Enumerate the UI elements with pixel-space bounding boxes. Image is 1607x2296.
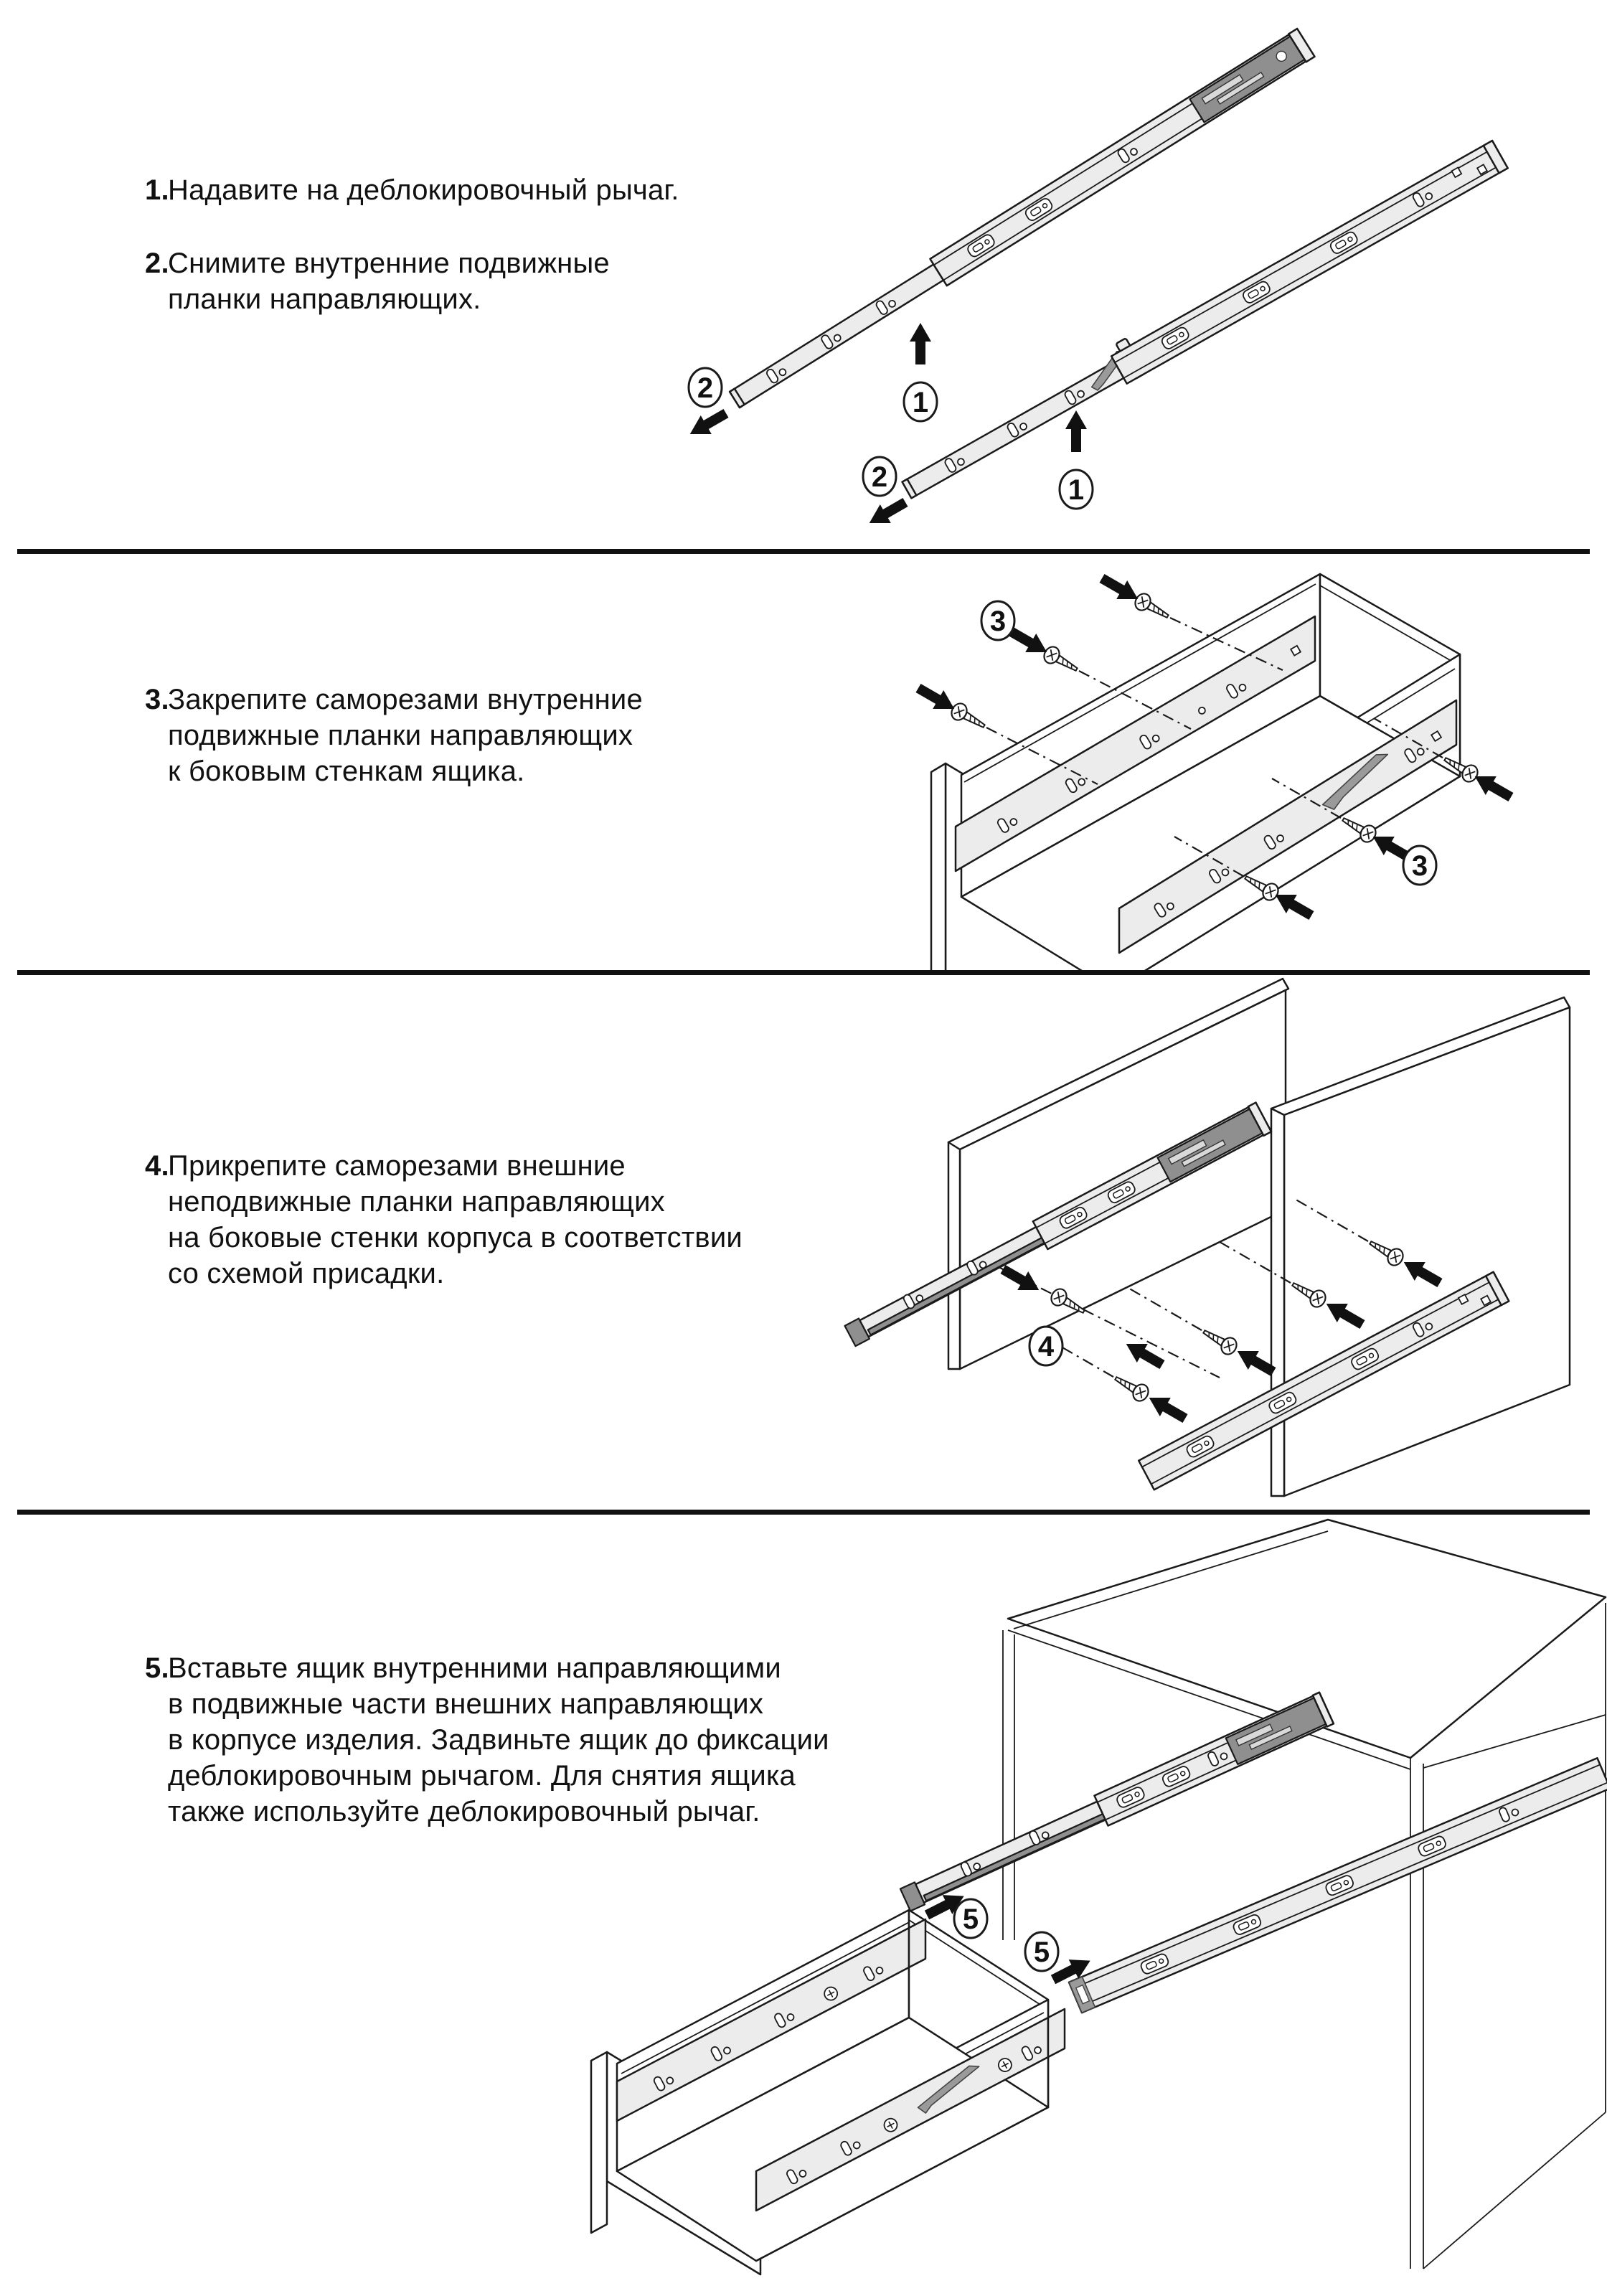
step-1-number: 1. (145, 174, 169, 206)
svg-text:1: 1 (912, 387, 929, 418)
mounted-slide-icon (898, 1693, 1334, 1916)
screw-direction-arrow-icon (1144, 1388, 1190, 1428)
step-callout (1029, 1327, 1062, 1365)
step-callout (1025, 1932, 1058, 1971)
step-callout (1060, 470, 1093, 509)
step-4-line: Прикрепите саморезами внешние (168, 1150, 626, 1182)
figure-fix-inner-rails (0, 551, 1607, 970)
step-callout (863, 457, 896, 496)
step-5-line: Вставьте ящик внутренними направляющими (168, 1652, 781, 1684)
svg-text:4: 4 (1037, 1331, 1055, 1363)
screw-icon (1041, 644, 1080, 677)
screw-icon (1200, 1325, 1239, 1358)
press-lever-arrow-icon (910, 323, 931, 364)
step-5-line: в корпусе изделия. Задвиньте ящик до фиксации (168, 1724, 829, 1756)
step-4-line: неподвижные планки направляющих (168, 1186, 665, 1218)
figure-insert-drawer (0, 1510, 1607, 2296)
remove-rail-arrow-icon (684, 404, 731, 443)
step-callout (981, 601, 1014, 640)
screw-axis-line (1127, 1287, 1202, 1330)
step-callout (904, 382, 937, 421)
step-5-line: также используйте деблокировочный рычаг. (168, 1796, 760, 1827)
step-4-line: на боковые стенки корпуса в соответствии (168, 1222, 743, 1253)
step-5-line: в подвижные части внешних направляющих (168, 1688, 764, 1720)
remove-rail-arrow-icon (864, 493, 910, 532)
step-5-number: 5. (145, 1652, 169, 1684)
svg-text:2: 2 (697, 372, 714, 404)
drawer-box-icon (591, 1910, 1065, 2274)
step-2-line: планки направляющих. (168, 283, 481, 315)
step-3-line: подвижные планки направляющих (168, 720, 633, 751)
step-4-number: 4. (145, 1150, 169, 1182)
svg-text:3: 3 (989, 606, 1007, 637)
step-5-line: деблокировочным рычагом. Для снятия ящика (168, 1760, 796, 1792)
step-callout (689, 368, 722, 407)
screw-direction-arrow-icon (1121, 1335, 1167, 1374)
drawer-slide-icon (895, 133, 1507, 504)
step-callout (954, 1899, 987, 1938)
step-1-line: Надавите на деблокировочный рычаг. (168, 174, 679, 206)
screw-icon (1111, 1371, 1151, 1404)
step-3-line: Закрепите саморезами внутренние (168, 684, 643, 715)
step-2-line: Снимите внутренние подвижные (168, 248, 610, 279)
screw-icon (1132, 591, 1172, 624)
svg-text:3: 3 (1411, 850, 1428, 882)
svg-text:5: 5 (1033, 1937, 1050, 1968)
step-callout (1403, 846, 1436, 885)
step-3-number: 3. (145, 684, 169, 715)
step-3-line: к боковым стенкам ящика. (168, 756, 525, 787)
svg-text:5: 5 (962, 1904, 979, 1935)
screw-icon (948, 701, 988, 734)
press-lever-arrow-icon (1065, 410, 1087, 452)
svg-text:1: 1 (1068, 474, 1085, 506)
figure-release-and-remove (0, 0, 1607, 551)
step-2-number: 2. (145, 248, 169, 279)
figure-fix-outer-rails (0, 973, 1607, 1510)
step-4-line: со схемой присадки. (168, 1258, 445, 1289)
drawer-slide-icon (726, 29, 1315, 414)
svg-text:2: 2 (871, 461, 888, 493)
